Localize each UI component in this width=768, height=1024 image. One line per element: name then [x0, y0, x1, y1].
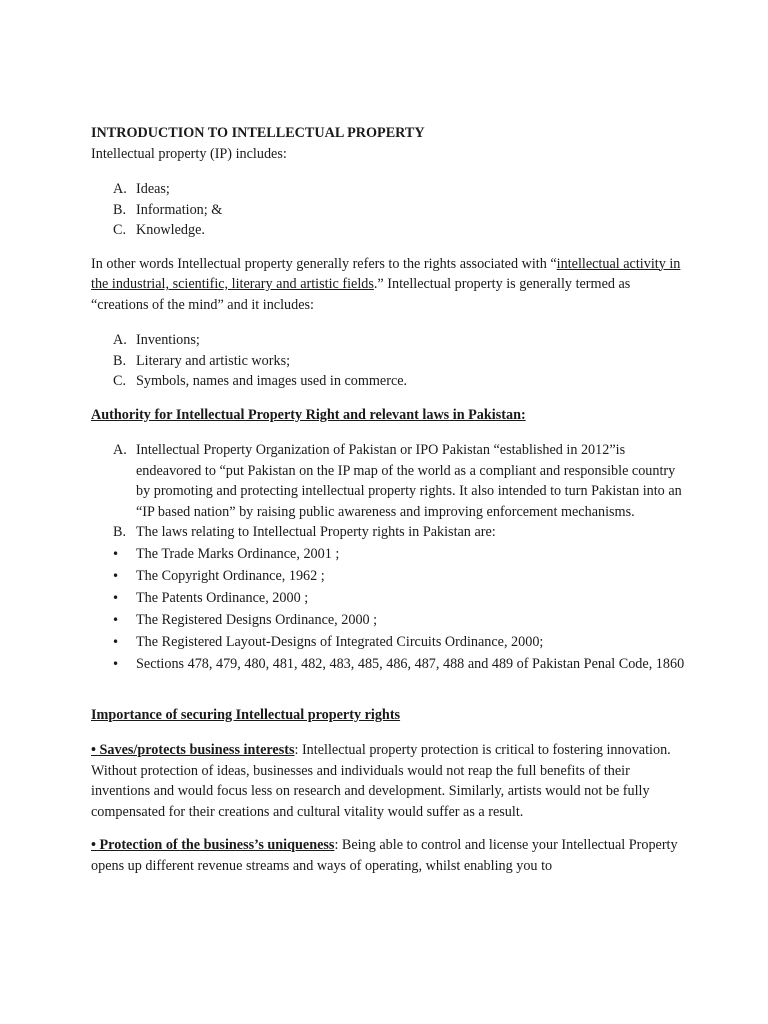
document-content [91, 123, 691, 876]
paragraph-text: .” Intellectual property is generally termed as “creations of the mind” and it includes: [91, 276, 631, 313]
list-marker: A. [113, 181, 127, 197]
bullet-icon: • [112, 591, 120, 605]
list-item [91, 522, 691, 543]
importance-heading: Importance of securing Intellectual property rights [91, 706, 401, 723]
laws-list [91, 544, 691, 675]
list-item [91, 588, 691, 609]
list-item-text: Knowledge. [136, 222, 205, 238]
list-item-text: The laws relating to Intellectual Property rights in Pakistan are: [136, 524, 496, 540]
list-item-text: Inventions; [136, 332, 200, 348]
list-marker: C. [113, 222, 127, 238]
authority-heading: Authority for Intellectual Property Right and relevant laws in Pakistan: [91, 406, 526, 423]
list-item-text: Literary and artistic works; [136, 352, 291, 369]
list-item [91, 566, 691, 587]
bullet-icon: • [112, 657, 120, 671]
list-item [91, 632, 691, 653]
point-text: : Intellectual property protection is critical to fostering innovation. Without protection of ideas, businesses and individuals would not reap the full benefits of their inventions and would focus less on research and development. Similarly, artists would not be fully compensated for their creations and cultural vitality would suffer as a result. [91, 742, 671, 820]
point-text: : Being able to control and license your Intellectual Property opens up different revenue streams and ways of operating, whilst enabling you to [91, 837, 678, 874]
list-item-text: The Patents Ordinance, 2000 ; [136, 590, 309, 606]
ip-includes-list [91, 179, 691, 241]
list-item [91, 351, 691, 372]
list-item [91, 440, 691, 522]
paragraph-text: In other words Intellectual property generally refers to the rights associated with “ [91, 255, 557, 272]
list-item-text: The Trade Marks Ordinance, 2001 ; [136, 546, 340, 562]
list-item-text: The Copyright Ordinance, 1962 ; [136, 568, 325, 584]
list-item-text: Sections 478, 479, 480, 481, 482, 483, 485, 486, 487, 488 and 489 of Pakistan Penal Code, 1860 [136, 656, 685, 672]
list-item [91, 220, 691, 241]
other-words-paragraph [91, 254, 691, 316]
importance-point [91, 835, 691, 876]
list-item [91, 200, 691, 221]
list-item [91, 330, 691, 351]
bullet-icon: • [112, 569, 120, 583]
list-item-text: Symbols, names and images used in commerce. [136, 373, 408, 389]
list-item-text: Information; & [136, 201, 223, 218]
list-item-text: The Registered Layout-Designs of Integrated Circuits Ordinance, 2000; [136, 634, 544, 650]
list-marker: B. [113, 524, 127, 540]
point-label: • Protection of the business’s uniqueness [91, 837, 335, 853]
list-marker: C. [113, 373, 127, 389]
ip-items-list [91, 330, 691, 392]
list-marker: B. [113, 352, 127, 369]
list-item [91, 544, 691, 565]
list-item [91, 371, 691, 392]
list-item [91, 654, 691, 675]
list-item-text: Intellectual Property Organization of Pakistan or IPO Pakistan “established in 2012”is endeavored to “put Pakistan on the IP map of the world as a compliant and responsible country by promoting and protecting intellectual property rights. It also intended to turn Pakistan into an “IP based nation” by raising public awareness and improving enforcement mechanisms. [136, 442, 682, 520]
list-item-text: Ideas; [136, 181, 170, 197]
bullet-icon: • [112, 547, 120, 561]
bullet-icon: • [112, 613, 120, 627]
authority-list [91, 440, 691, 543]
importance-point [91, 740, 691, 822]
underlined-quote: intellectual activity in the industrial, scientific, literary and artistic fields [91, 255, 681, 292]
list-item [91, 610, 691, 631]
list-marker: A. [113, 442, 127, 458]
intro-text: Intellectual property (IP) includes: [91, 145, 287, 162]
document-title: INTRODUCTION TO INTELLECTUAL PROPERTY [91, 125, 425, 141]
list-marker: B. [113, 201, 127, 218]
bullet-icon: • [112, 635, 120, 649]
point-label: • Saves/protects business interests [91, 742, 295, 758]
list-item-text: The Registered Designs Ordinance, 2000 ; [136, 612, 378, 628]
list-item [91, 179, 691, 200]
list-marker: A. [113, 332, 127, 348]
